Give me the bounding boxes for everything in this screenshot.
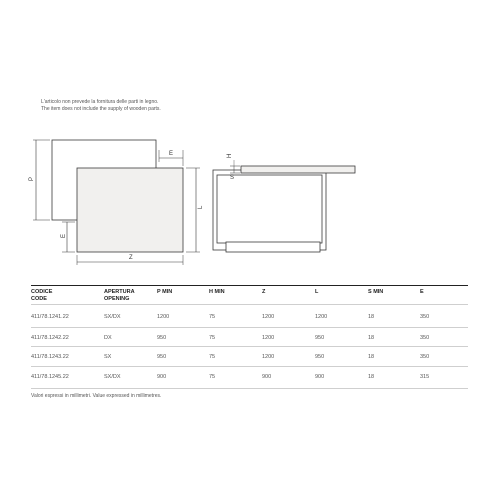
cell-code: 411/78.1245.22 [31, 374, 69, 380]
cell-code: 411/78.1242.22 [31, 335, 69, 341]
cell-p-min: 900 [157, 374, 167, 380]
cell-l: 950 [315, 354, 325, 360]
table-rule-4 [31, 366, 468, 367]
label-e-top: E [169, 151, 174, 157]
header-s-min: S MIN [368, 289, 384, 295]
label-p: P [29, 176, 35, 181]
cabinet-inner [217, 175, 322, 243]
cell-h-min: 75 [209, 354, 216, 360]
header-code: CODICE CODE [31, 289, 53, 302]
front-panel [77, 168, 183, 252]
table-top-rule [31, 285, 468, 286]
note-english: The item does not include the supply of wooden parts. [41, 106, 161, 112]
cell-opening: SX/DX [104, 374, 121, 380]
header-h-min: H MIN [209, 289, 225, 295]
cell-opening: SX [104, 354, 112, 360]
header-p-min: P MIN [157, 289, 173, 295]
cell-h-min: 75 [209, 335, 216, 341]
cell-p-min: 950 [157, 335, 167, 341]
header-l: L [315, 289, 319, 295]
label-s: S [230, 175, 235, 181]
cell-s-min: 18 [368, 374, 375, 380]
note-italian: L'articolo non prevede la fornitura delle parti in legno. [41, 99, 159, 105]
cell-z: 1200 [262, 314, 275, 320]
cell-opening: DX [104, 335, 112, 341]
cell-code: 411/78.1243.22 [31, 354, 69, 360]
table-rule-3 [31, 346, 468, 347]
cell-code: 411/78.1241.22 [31, 314, 69, 320]
cell-h-min: 75 [209, 374, 216, 380]
cell-e: 315 [420, 374, 430, 380]
label-e-left: E [61, 233, 67, 238]
cell-z: 900 [262, 374, 272, 380]
table-rule-1 [31, 304, 468, 305]
cell-e: 350 [420, 354, 430, 360]
cell-p-min: 1200 [157, 314, 170, 320]
cell-s-min: 18 [368, 335, 375, 341]
top-slab [241, 166, 355, 173]
label-l: L [198, 205, 204, 209]
cell-l: 1200 [315, 314, 328, 320]
header-z: Z [262, 289, 266, 295]
label-h: H [227, 153, 233, 158]
cell-z: 1200 [262, 335, 275, 341]
cell-h-min: 75 [209, 314, 216, 320]
cabinet-plinth [226, 242, 320, 252]
cell-l: 950 [315, 335, 325, 341]
cell-z: 1200 [262, 354, 275, 360]
cell-p-min: 950 [157, 354, 167, 360]
header-e: E [420, 289, 424, 295]
cell-opening: SX/DX [104, 314, 121, 320]
label-z: Z [129, 255, 133, 261]
cell-s-min: 18 [368, 314, 375, 320]
table-rule-2 [31, 327, 468, 328]
cell-e: 350 [420, 314, 430, 320]
cell-e: 350 [420, 335, 430, 341]
footnote: Valori espressi in millimetri. Value expressed in millimetres. [31, 393, 162, 399]
table-rule-5 [31, 388, 468, 389]
cell-s-min: 18 [368, 354, 375, 360]
cell-l: 900 [315, 374, 325, 380]
header-opening: APERTURA OPENING [104, 289, 135, 302]
